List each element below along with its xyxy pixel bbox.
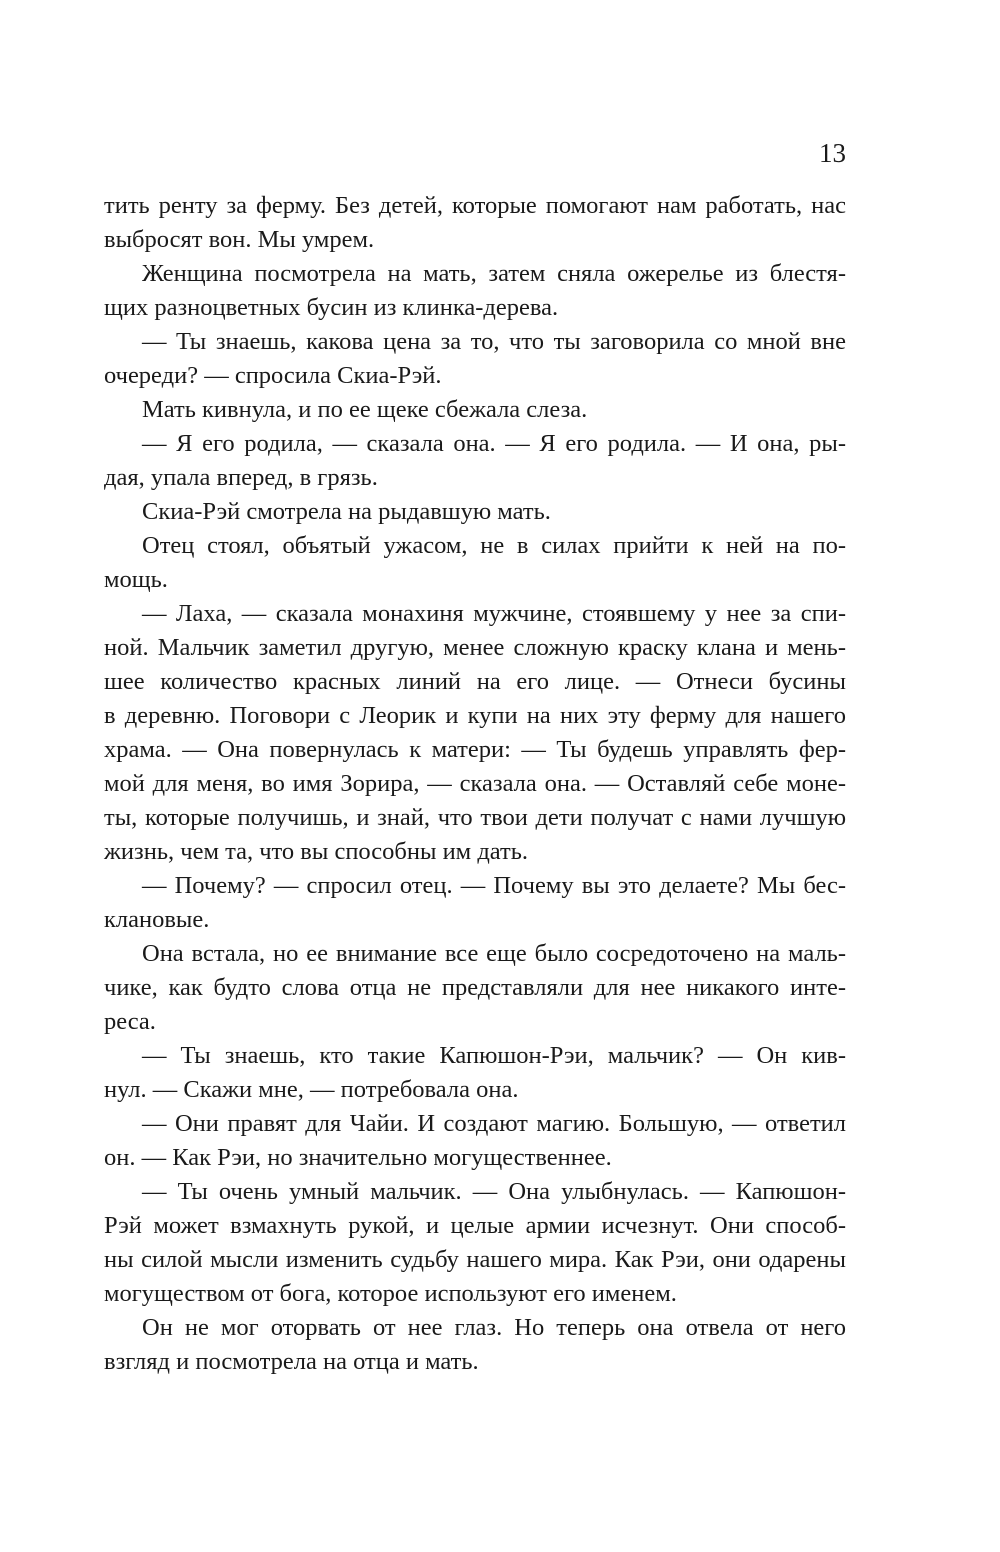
text-line: Она встала, но ее внимание все еще было сосредоточено на маль- xyxy=(142,940,846,967)
paragraph xyxy=(104,529,846,597)
text-line: Женщина посмотрела на мать, затем сняла ожерелье из блестя- xyxy=(142,260,846,287)
text-line: — Они правят для Чайи. И создают магию. Большую, — ответил xyxy=(142,1110,846,1137)
text-line: клановые. xyxy=(104,906,210,933)
paragraph xyxy=(104,869,846,937)
text-line: ты, которые получишь, и знай, что твои дети получат с нами лучшую xyxy=(104,804,846,831)
text-line: он. — Как Рэи, но значительно могущественнее. xyxy=(104,1144,612,1171)
body-text xyxy=(104,189,846,1379)
paragraph xyxy=(104,1175,846,1311)
text-line: жизнь, чем та, что вы способны им дать. xyxy=(104,838,529,865)
text-line: чике, как будто слова отца не представляли для нее никакого инте- xyxy=(104,974,846,1001)
paragraph xyxy=(104,1311,846,1379)
page-number: 13 xyxy=(819,138,846,168)
paragraph xyxy=(104,427,846,495)
text-line: Отец стоял, объятый ужасом, не в силах прийти к ней на по- xyxy=(142,532,846,559)
text-line: — Я его родила, — сказала она. — Я его родила. — И она, ры- xyxy=(142,430,846,457)
paragraph xyxy=(104,1039,846,1107)
text-line: — Почему? — спросил отец. — Почему вы это делаете? Мы бес- xyxy=(142,872,846,899)
text-line: ны силой мысли изменить судьбу нашего мира. Как Рэи, они одарены xyxy=(104,1246,846,1273)
text-line: щих разноцветных бусин из клинка-дерева. xyxy=(104,294,559,321)
text-line: — Ты знаешь, кто такие Капюшон-Рэи, мальчик? — Он кив- xyxy=(142,1042,846,1069)
paragraph xyxy=(104,325,846,393)
text-line: в деревню. Поговори с Леорик и купи на них эту ферму для нашего xyxy=(104,702,846,729)
text-line: храма. — Она повернулась к матери: — Ты будешь управлять фер- xyxy=(104,736,846,763)
paragraph xyxy=(104,937,846,1039)
text-line: взгляд и посмотрела на отца и мать. xyxy=(104,1348,479,1375)
paragraph xyxy=(104,597,846,869)
paragraph xyxy=(104,393,846,427)
paragraph xyxy=(104,189,846,257)
text-line: реса. xyxy=(104,1008,156,1035)
text-line: тить ренту за ферму. Без детей, которые помогают нам работать, нас xyxy=(104,192,846,219)
text-line: нул. — Скажи мне, — потребовала она. xyxy=(104,1076,519,1103)
paragraph xyxy=(104,495,846,529)
text-line: Скиа-Рэй смотрела на рыдавшую мать. xyxy=(142,498,551,525)
text-line: — Ты очень умный мальчик. — Она улыбнулась. — Капюшон- xyxy=(142,1178,846,1205)
paragraph xyxy=(104,257,846,325)
text-line: ной. Мальчик заметил другую, менее сложную краску клана и мень- xyxy=(104,634,846,661)
text-line: мой для меня, во имя Зорира, — сказала она. — Оставляй себе моне- xyxy=(104,770,846,797)
text-line: дая, упала вперед, в грязь. xyxy=(104,464,378,491)
text-line: Рэй может взмахнуть рукой, и целые армии исчезнут. Они способ- xyxy=(104,1212,846,1239)
text-line: — Ты знаешь, какова цена за то, что ты заговорила со мной вне xyxy=(142,328,846,355)
text-line: очереди? — спросила Скиа-Рэй. xyxy=(104,362,442,389)
text-line: могуществом от бога, которое используют его именем. xyxy=(104,1280,677,1307)
text-line: Мать кивнула, и по ее щеке сбежала слеза. xyxy=(142,396,588,423)
paragraph xyxy=(104,1107,846,1175)
text-line: Он не мог оторвать от нее глаз. Но теперь она отвела от него xyxy=(142,1314,846,1341)
text-line: мощь. xyxy=(104,566,168,593)
text-line: выбросят вон. Мы умрем. xyxy=(104,226,375,253)
text-line: — Лаха, — сказала монахиня мужчине, стоявшему у нее за спи- xyxy=(142,600,846,627)
text-line: шее количество красных линий на его лице. — Отнеси бусины xyxy=(104,668,846,695)
